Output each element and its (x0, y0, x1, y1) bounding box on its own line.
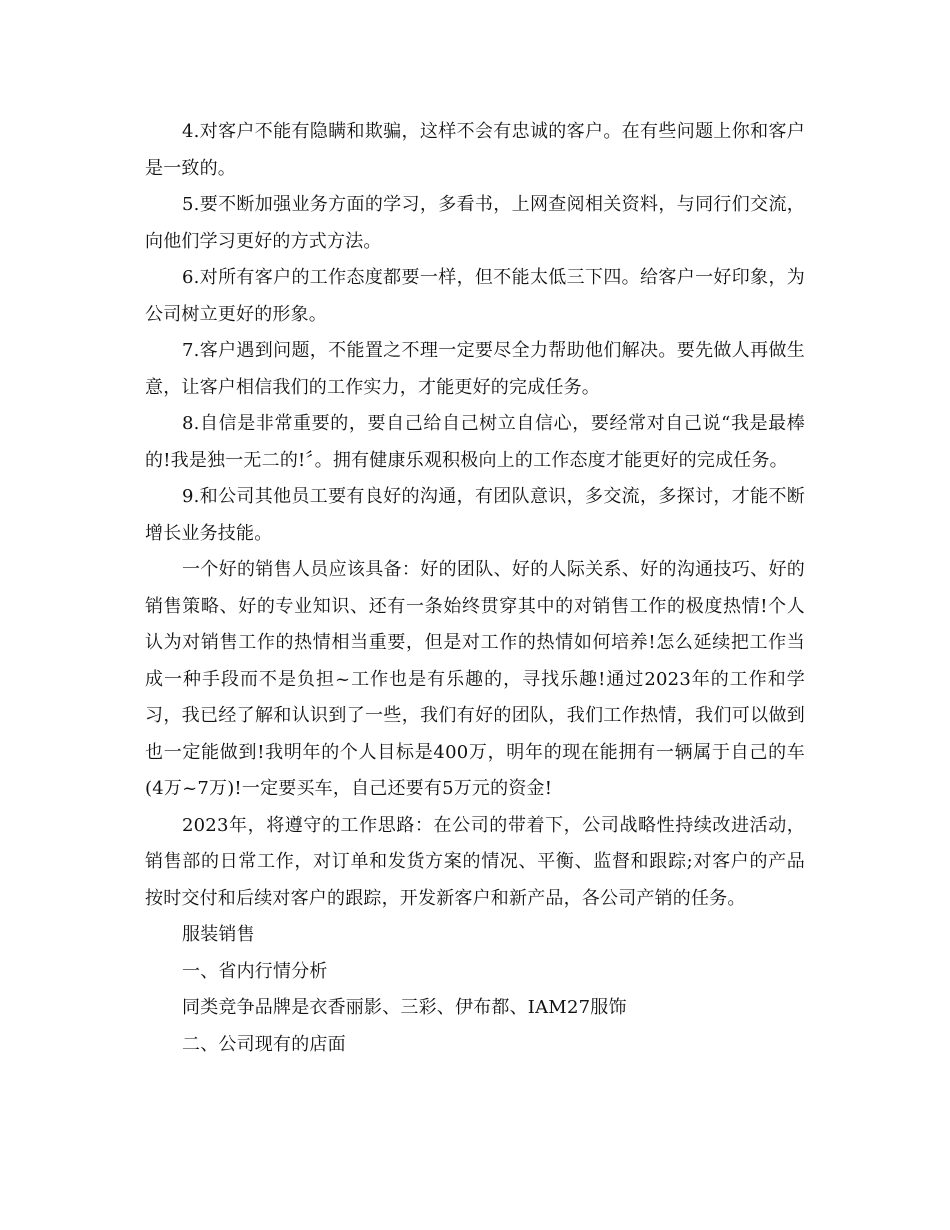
paragraph-item-8: 8.自信是非常重要的，要自己给自己树立自信心，要经常对自己说“我是最棒的!我是独一无二的!〞。拥有健康乐观积极向上的工作态度才能更好的完成任务。 (145, 413, 805, 471)
paragraph-2023-plan: 2023年，将遵守的工作思路：在公司的带着下，公司战略性持续改进活动，销售部的日常工作，对订单和发货方案的情况、平衡、监督和跟踪;对客户的产品按时交付和后续对客户的跟踪，开发新客户和新产品，各公司产销的任务。 (145, 814, 805, 909)
paragraph-item-7: 7.客户遇到问题，不能置之不理一定要尽全力帮助他们解决。要先做人再做生意，让客户相信我们的工作实力，才能更好的完成任务。 (145, 340, 805, 398)
paragraph-item-9: 9.和公司其他员工要有良好的沟通，有团队意识，多交流，多探讨，才能不断增长业务技能。 (145, 486, 805, 544)
document-body (145, 114, 805, 1063)
section-heading-market-analysis: 一、省内行情分析 (182, 960, 328, 982)
paragraph-competitor-brands: 同类竞争品牌是衣香丽影、三彩、伊布都、IAM27服饰 (182, 997, 627, 1018)
section-heading-existing-stores: 二、公司现有的店面 (182, 1033, 346, 1055)
paragraph-item-5: 5.要不断加强业务方面的学习，多看书，上网查阅相关资料，与同行们交流，向他们学习更好的方式方法。 (145, 194, 805, 252)
paragraph-item-4: 4.对客户不能有隐瞒和欺骗，这样不会有忠诚的客户。在有些问题上你和客户是一致的。 (145, 121, 805, 179)
section-heading-apparel-sales: 服装销售 (182, 924, 255, 945)
paragraph-item-6: 6.对所有客户的工作态度都要一样，但不能太低三下四。给客户一好印象，为公司树立更好的形象。 (145, 267, 805, 325)
paragraph-sales-qualities: 一个好的销售人员应该具备：好的团队、好的人际关系、好的沟通技巧、好的销售策略、好的专业知识、还有一条始终贯穿其中的对销售工作的极度热情!个人认为对销售工作的热情相当重要，但是对工作的热情如何培养!怎么延续把工作当成一种手段而不是负担~工作也是有乐趣的，寻找乐趣!通过2023年的工作和学习，我已经了解和认识到了一些，我们有好的团队，我们工作热情，我们可以做到也一定能做到!我明年的个人目标是400万，明年的现在能拥有一辆属于自己的车(4万~7万)!一定要买车，自己还要有5万元的资金! (145, 559, 805, 799)
